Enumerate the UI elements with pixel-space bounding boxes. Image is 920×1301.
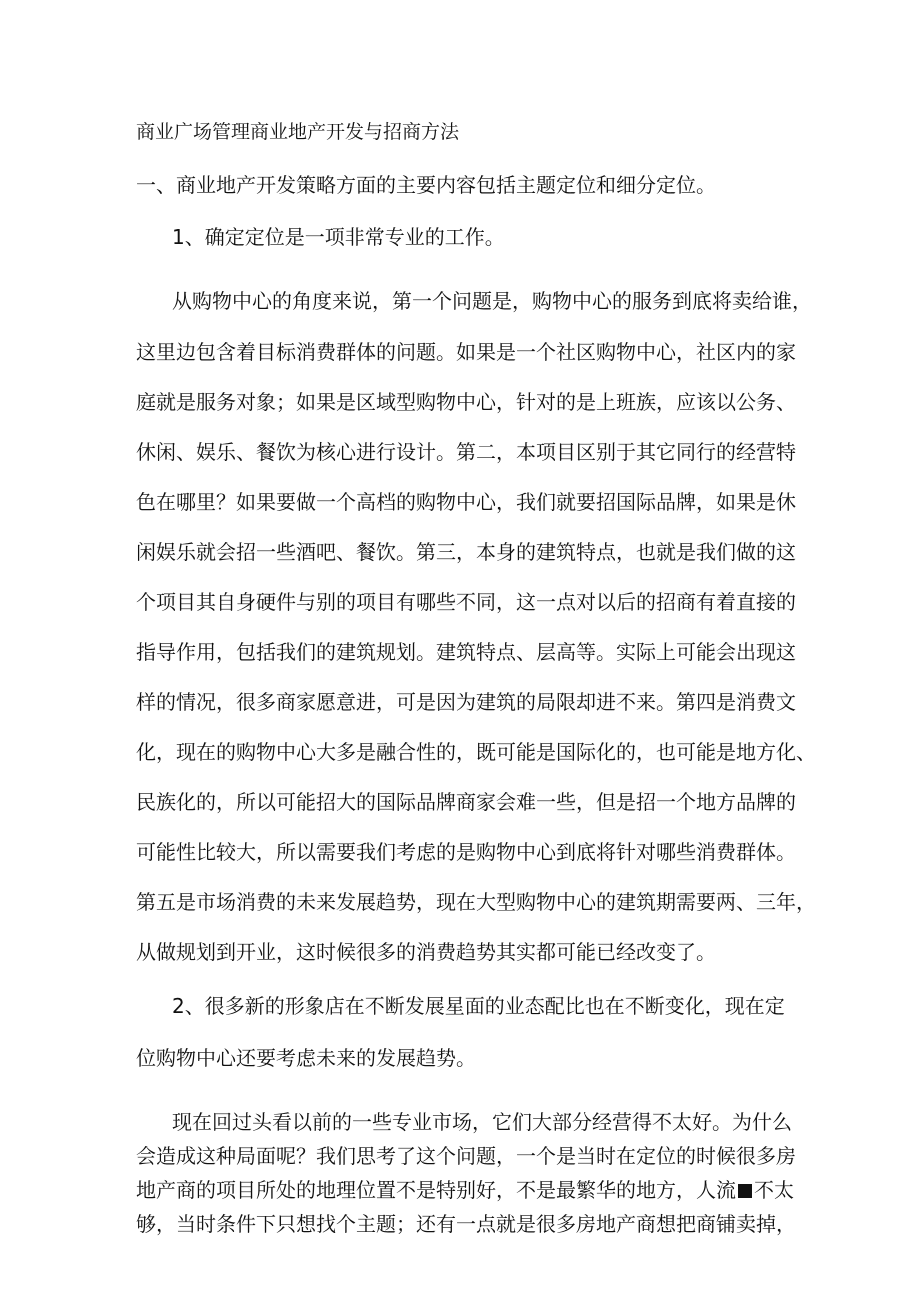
point-1: 1、确定定位是一项非常专业的工作。 <box>172 225 505 249</box>
point-2-line: 位购物中心还要考虑未来的发展趋势。 <box>136 1046 476 1070</box>
paragraph-1-line: 庭就是服务对象；如果是区域型购物中心，针对的是上班族，应该以公务、 <box>136 390 796 414</box>
paragraph-1-line: 可能性比较大，所以需要我们考虑的是购物中心到底将针对哪些消费群体。 <box>136 840 796 864</box>
paragraph-1-line: 样的情况，很多商家愿意进，可是因为建筑的局限却进不来。第四是消费文 <box>136 690 796 714</box>
paragraph-1-line: 这里边包含着目标消费群体的问题。如果是一个社区购物中心，社区内的家 <box>136 340 796 364</box>
document-title: 商业广场管理商业地产开发与招商方法 <box>136 121 460 143</box>
section-heading: 一、商业地产开发策略方面的主要内容包括主题定位和细分定位。 <box>136 173 716 197</box>
paragraph-2-text: 地产商的项目所处的地理位置不是特别好，不是最繁华的地方，人流 <box>136 1178 736 1202</box>
paragraph-1-line: 民族化的，所以可能招大的国际品牌商家会难一些，但是招一个地方品牌的 <box>136 790 796 814</box>
paragraph-1-line: 从购物中心的角度来说，第一个问题是，购物中心的服务到底将卖给谁， <box>172 289 812 313</box>
paragraph-2-line: 会造成这种局面呢？我们思考了这个问题，一个是当时在定位的时候很多房 <box>136 1144 796 1168</box>
paragraph-2-line <box>136 1175 794 1205</box>
paragraph-1-line: 指导作用，包括我们的建筑规划。建筑特点、层高等。实际上可能会出现这 <box>136 640 796 664</box>
paragraph-1-line: 休闲、娱乐、餐饮为核心进行设计。第二，本项目区别于其它同行的经营特 <box>136 440 796 464</box>
paragraph-1-line: 从做规划到开业，这时候很多的消费趋势其实都可能已经改变了。 <box>136 940 716 964</box>
paragraph-1-line: 个项目其自身硬件与别的项目有哪些不同，这一点对以后的招商有着直接的 <box>136 590 796 614</box>
paragraph-1-line: 第五是市场消费的未来发展趋势，现在大型购物中心的建筑期需要两、三年， <box>136 890 816 914</box>
point-2-line: 2、很多新的形象店在不断发展星面的业态配比也在不断变化，现在定 <box>172 994 785 1018</box>
black-square-icon <box>738 1184 752 1198</box>
paragraph-1-line: 化，现在的购物中心大多是融合性的，既可能是国际化的，也可能是地方化、 <box>136 740 816 764</box>
paragraph-1-line: 闲娱乐就会招一些酒吧、餐饮。第三，本身的建筑特点，也就是我们做的这 <box>136 540 796 564</box>
paragraph-1-line: 色在哪里？如果要做一个高档的购物中心，我们就要招国际品牌，如果是休 <box>136 490 796 514</box>
paragraph-2-line: 现在回过头看以前的一些专业市场，它们大部分经营得不太好。为什么 <box>172 1110 792 1134</box>
paragraph-2-line: 够，当时条件下只想找个主题；还有一点就是很多房地产商想把商铺卖掉， <box>136 1212 796 1236</box>
paragraph-2-text: 不太 <box>754 1178 794 1202</box>
